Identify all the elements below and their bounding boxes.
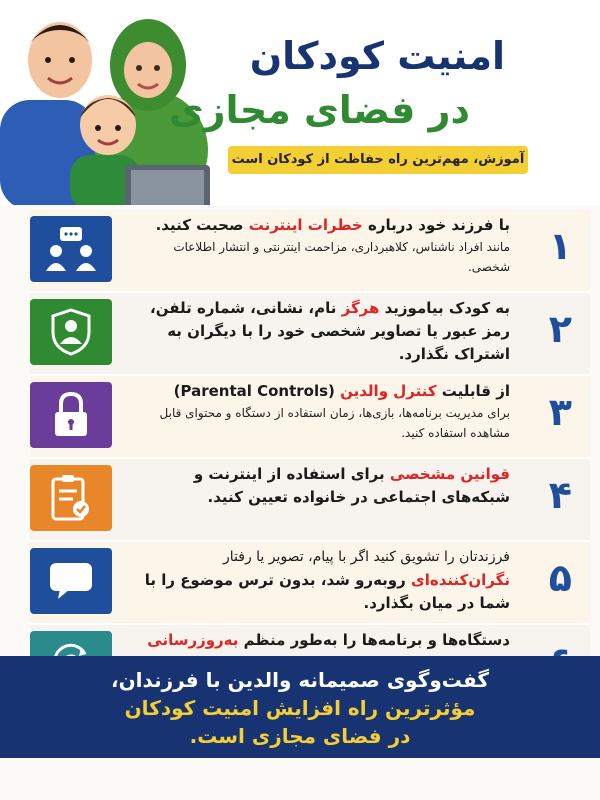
tip-5-number: ۵: [548, 556, 572, 600]
lock-icon: [53, 392, 89, 438]
tip-5-text: [130, 546, 510, 615]
tip-2-main: به کودک بیاموزید هرگز نام، نشانی، شماره تلفن، رمز عبور یا تصاویر شخصی خود را با دیگران به اشتراک نگذارد.: [150, 299, 510, 363]
tip-2-icon-box: [30, 299, 112, 365]
tip-4-number: ۴: [548, 473, 572, 517]
tip-3-text: [130, 380, 510, 443]
subtitle-banner: آموزش، مهم‌ترین راه حفاظت از کودکان است: [228, 146, 528, 174]
tip-row-1: [30, 210, 590, 293]
tip-6-main: دستگاه‌ها و برنامه‌ها را به‌طور منظم به‌روزرسانی: [147, 631, 510, 649]
tip-1-main: با فرزند خود درباره خطرات اینترنت صحبت کنید.: [155, 216, 510, 234]
footer-banner: [0, 656, 600, 758]
tip-1-detail: مانند افراد ناشناس، کلاهبرداری، مزاحمت اینترنتی و انتشار اطلاعات شخصی.: [173, 240, 510, 274]
tips-list: [30, 210, 590, 708]
tip-4-text: [130, 463, 510, 509]
chat-people-icon: [46, 227, 96, 271]
tip-row-3: [30, 376, 590, 459]
speech-bubble-icon: [48, 561, 94, 601]
tip-row-4: [30, 459, 590, 542]
title-line-1: امنیت کودکان: [249, 34, 505, 78]
tip-4-main: قوانین مشخصی برای استفاده از اینترنت و شبکه‌های اجتماعی در خانواده تعیین کنید.: [193, 465, 510, 506]
tip-1-icon-box: [30, 216, 112, 282]
tip-1-number: ۱: [548, 224, 572, 268]
header: [0, 0, 600, 205]
tip-2-number: ۲: [548, 307, 572, 351]
tip-5-pre-line: فرزندتان را تشویق کنید اگر با پیام، تصویر یا رفتار: [223, 549, 510, 565]
tip-2-text: [130, 297, 510, 366]
user-shield-icon: [51, 308, 91, 356]
tip-3-main: از قابلیت کنترل والدین (Parental Controls): [173, 382, 510, 400]
tip-4-icon-box: [30, 465, 112, 531]
footer-line-1: گفت‌وگوی صمیمانه والدین با فرزندان،: [111, 668, 489, 692]
tip-row-5: [30, 542, 590, 625]
tip-3-detail: برای مدیریت برنامه‌ها، بازی‌ها، زمان استفاده از دستگاه و محتوای قابل مشاهده استفاده کنید.: [159, 406, 510, 440]
tip-1-text: [130, 214, 510, 277]
footer-line-3: در فضای مجازی است.: [189, 724, 411, 748]
checklist-icon: [51, 475, 91, 521]
tip-3-number: ۳: [548, 390, 572, 434]
tip-5-icon-box: [30, 548, 112, 614]
title-line-2: در فضای مجازی: [168, 88, 470, 132]
footer-line-2: مؤثرترین راه افزایش امنیت کودکان: [124, 696, 476, 720]
tip-3-icon-box: [30, 382, 112, 448]
tip-row-2: [30, 293, 590, 376]
tip-5-main: نگران‌کننده‌ای روبه‌رو شد، بدون ترس موضوع را با شما در میان بگذارد.: [144, 571, 510, 612]
